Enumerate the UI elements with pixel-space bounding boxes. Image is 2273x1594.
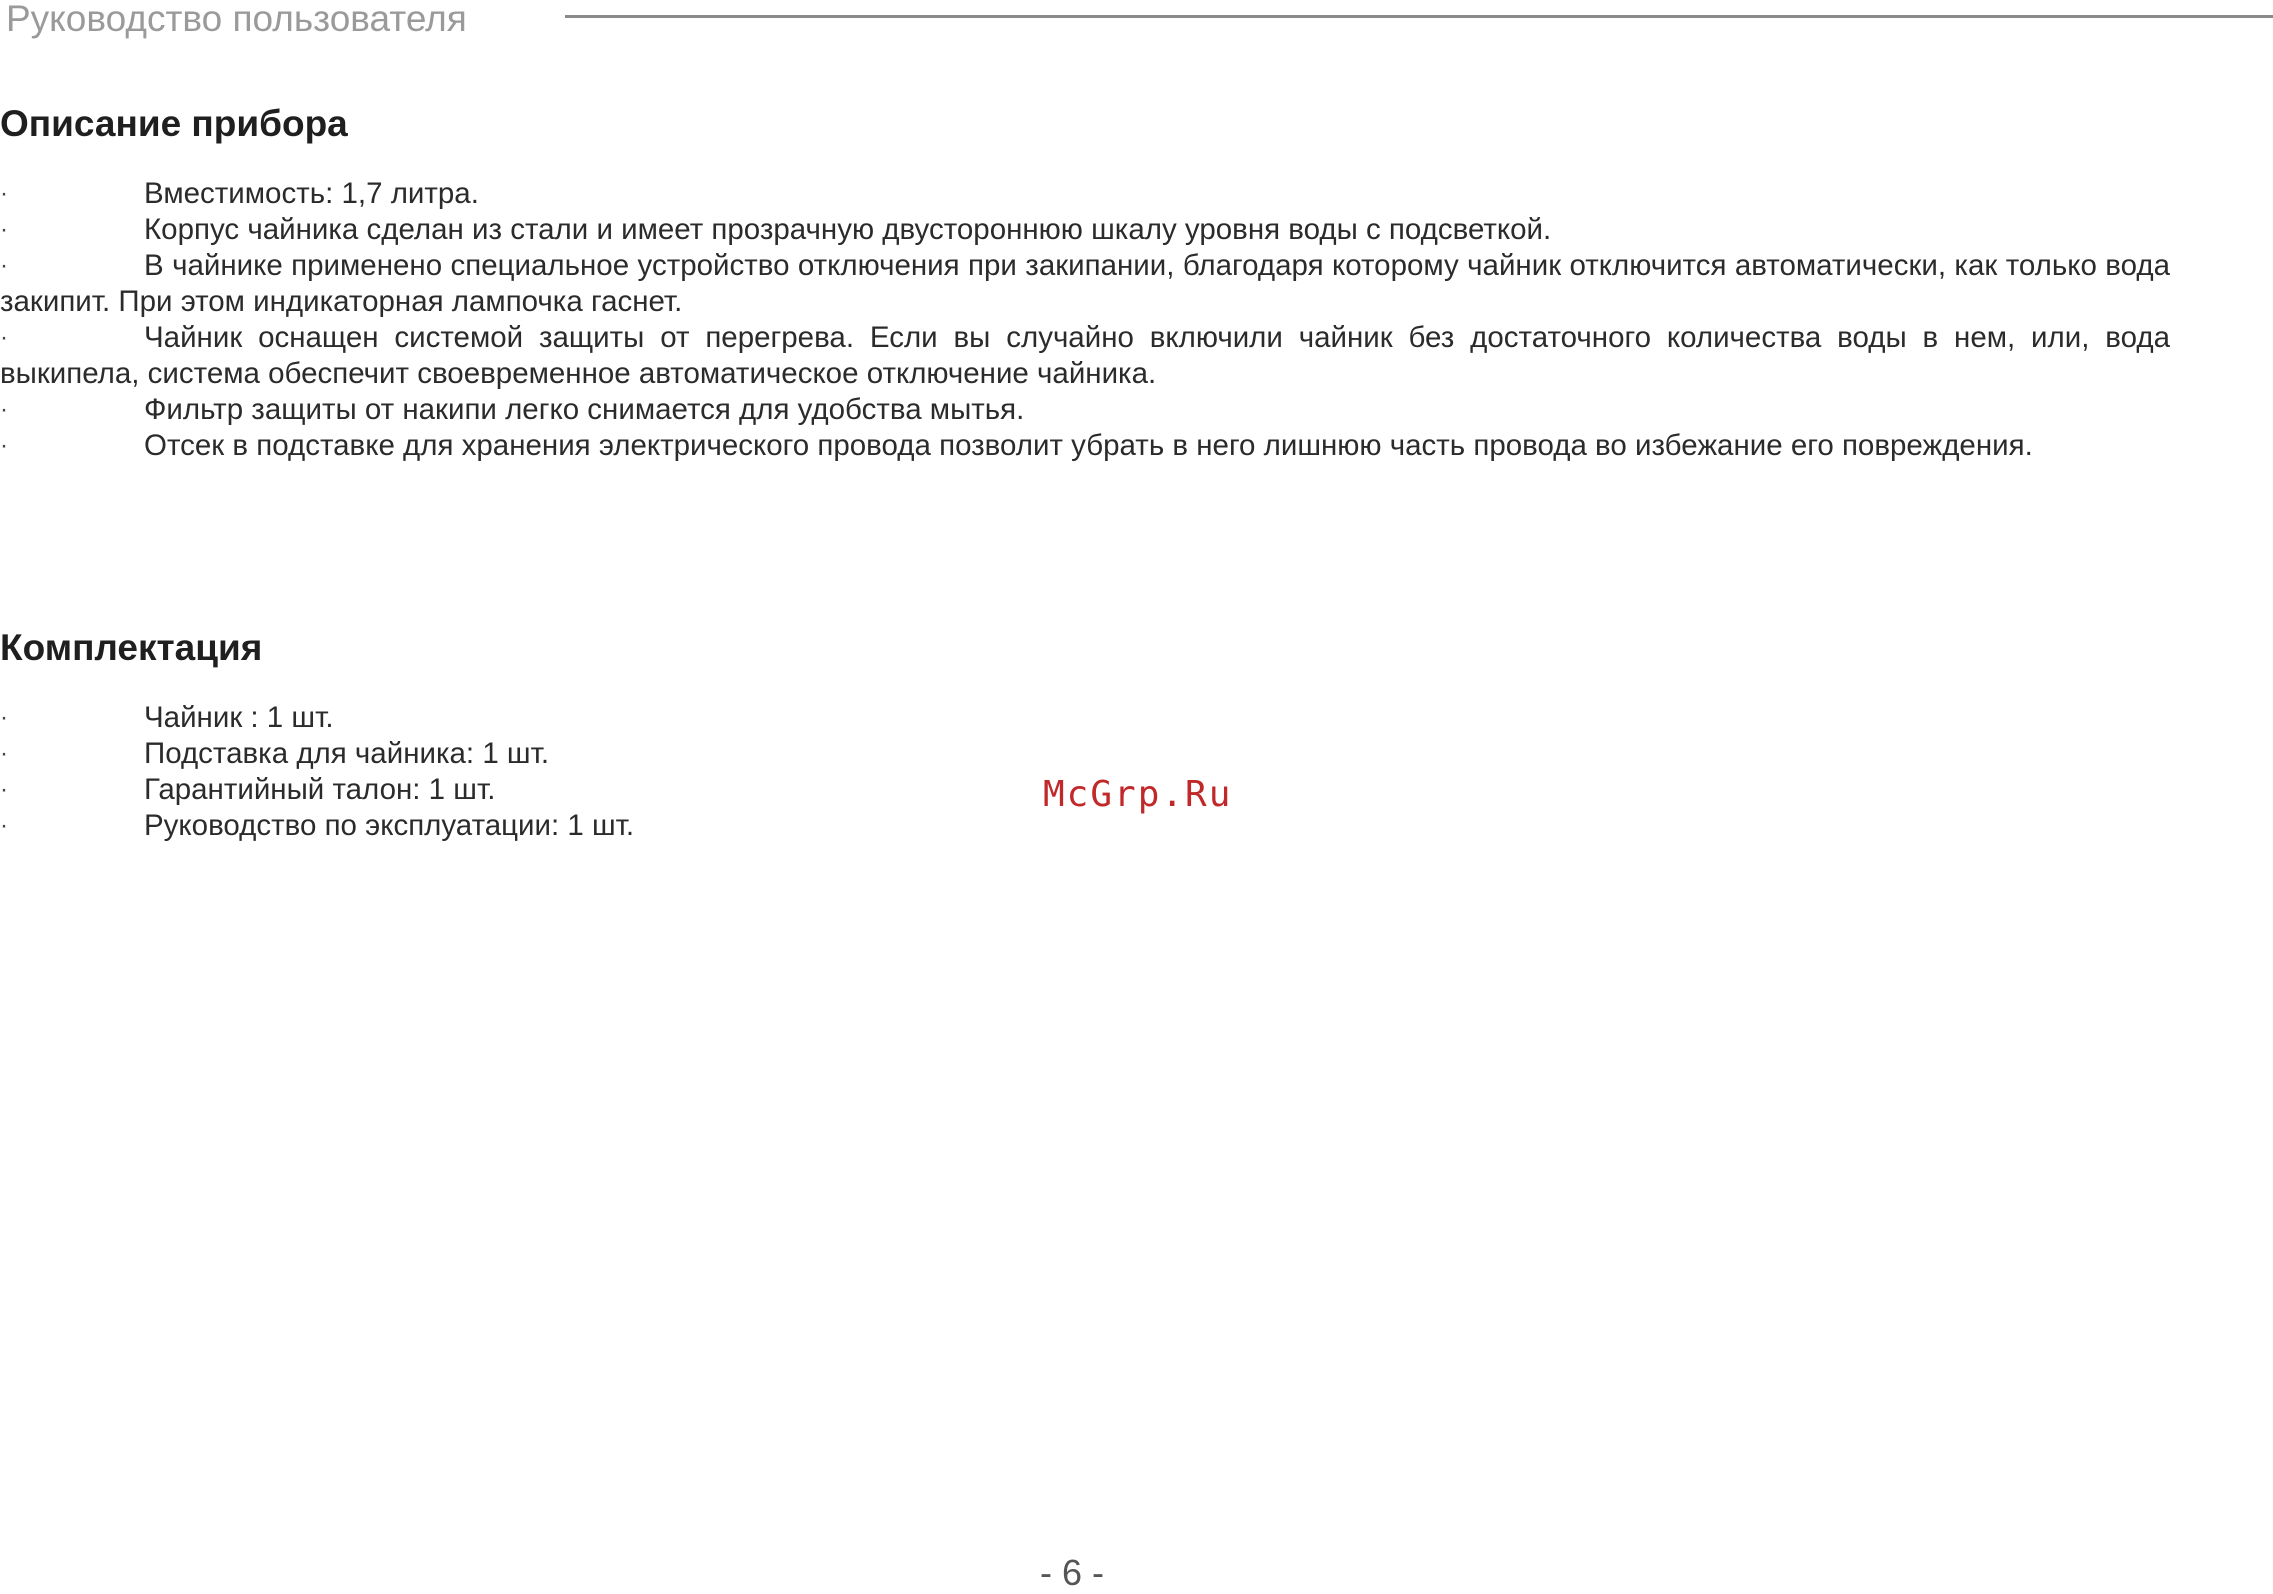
list-item [0,700,2170,736]
bullet-icon: · [0,180,8,207]
list-item [0,736,2170,772]
list-item-text: Вместимость: 1,7 литра. [144,177,479,210]
bullet-icon: · [0,740,8,767]
list-item-text: В чайнике применено специальное устройство отключения при закипании, благодаря которому чайник отключится автоматически, как только вода закипит. При этом индикаторная лампочка гаснет. [0,249,2170,318]
list-item [0,392,2170,428]
list-item-text: Фильтр защиты от накипи легко снимается для удобства мытья. [144,393,1025,426]
bullet-icon: · [0,704,8,731]
header-divider [565,15,2273,18]
list-item-text: Подставка для чайника: 1 шт. [144,737,550,770]
list-item-text: Корпус чайника сделан из стали и имеет прозрачную двустороннюю шкалу уровня воды с подсветкой. [144,213,1552,246]
bullet-icon: · [0,396,8,423]
list-item [0,248,2170,320]
list-item-text: Отсек в подставке для хранения электрического провода позволит убрать в него лишнюю часть провода во избежание его повреждения. [144,429,2033,462]
list-item [0,212,2170,248]
bullet-icon: · [0,216,8,243]
watermark: McGrp.Ru [1043,774,1233,815]
description-list [0,176,2170,464]
page-number: - 6 - [1040,1552,1105,1593]
section-title-package: Комплектация [0,627,263,668]
bullet-icon: · [0,432,8,459]
list-item [0,428,2170,464]
list-item-text: Руководство по эксплуатации: 1 шт. [144,809,635,842]
list-item-text: Чайник оснащен системой защиты от перегрева. Если вы случайно включили чайник без достаточного количества воды в нем, или, вода выкипела, система обеспечит своевременное автоматическое отключение чайника. [0,321,2170,390]
bullet-icon: · [0,252,8,279]
package-list [0,700,2170,844]
list-item-text: Чайник : 1 шт. [144,701,334,734]
bullet-icon: · [0,776,8,803]
bullet-icon: · [0,324,8,351]
page-header [0,0,2273,40]
section-title-description: Описание прибора [0,103,348,144]
header-title: Руководство пользователя [6,0,467,39]
list-item-text: Гарантийный талон: 1 шт. [144,773,496,806]
list-item [0,320,2170,392]
bullet-icon: · [0,812,8,839]
list-item [0,176,2170,212]
